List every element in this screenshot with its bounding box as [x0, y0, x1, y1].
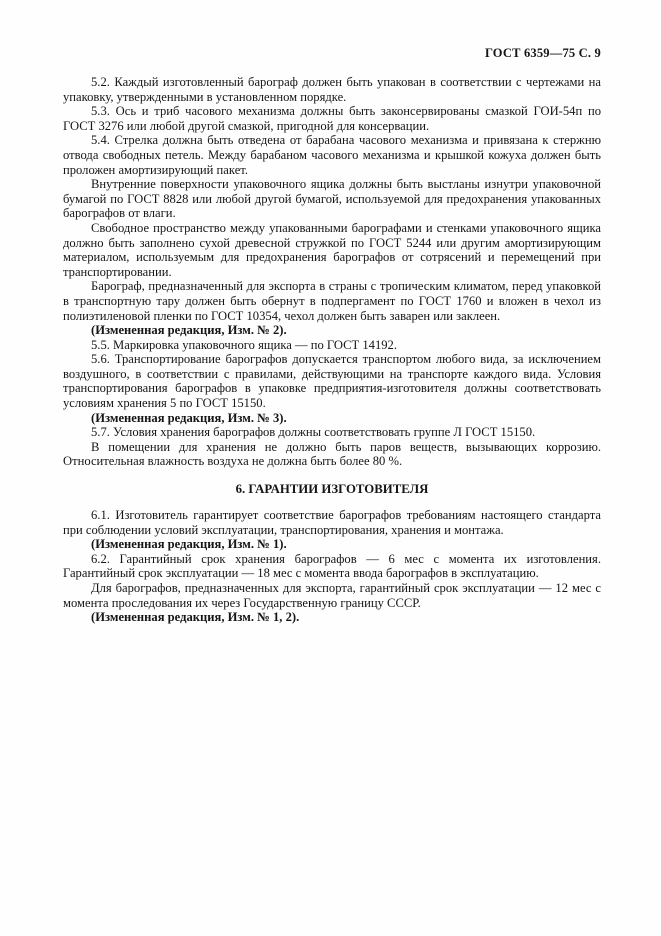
paragraph-6-1: 6.1. Изготовитель гарантирует соответствие барографов требованиям настоящего стандарта при соблюдении условий эксплуатации, транспортирования, хранения и монтажа.: [63, 508, 601, 537]
paragraph-5-6: 5.6. Транспортирование барографов допускается транспортом любого вида, за исключением воздушного, в соответствии с правилами, действующими на транспорте каждого вида. Условия транспортирования барографов в упаковке предприятия-изготовителя должны соответствовать условиям хранения 5 по ГОСТ 15150.: [63, 352, 601, 411]
paragraph-5-5: 5.5. Маркировка упаковочного ящика — по ГОСТ 14192.: [91, 337, 398, 352]
paragraph-5-3: 5.3. Ось и триб часового механизма должны быть законсервированы смазкой ГОИ-54п по ГОСТ 3276 или любой другой смазкой, пригодной для консервации.: [63, 104, 601, 133]
paragraph-export-packing: Барограф, предназначенный для экспорта в страны с тропическим климатом, перед упаковкой в транспортную тару должен быть обернут в подпергамент по ГОСТ 1760 и вложен в чехол из полиэтиленовой пленки по ГОСТ 10354, чехол должен быть заварен или заклеен.: [63, 279, 601, 323]
paragraph-5-2: 5.2. Каждый изготовленный барограф должен быть упакован в соответствии с чертежами на упаковку, утвержденными в установленном порядке.: [63, 75, 601, 104]
amendment-note-izm-3: (Измененная редакция, Изм. № 3).: [91, 410, 287, 425]
paragraph-5-7: 5.7. Условия хранения барографов должны соответствовать группе Л ГОСТ 15150.: [91, 425, 536, 440]
section-heading-guarantees: 6. ГАРАНТИИ ИЗГОТОВИТЕЛЯ: [235, 482, 429, 497]
amendment-note-izm-1: (Измененная редакция, Изм. № 1).: [91, 537, 287, 552]
amendment-note-izm-1-2: (Измененная редакция, Изм. № 1, 2).: [91, 610, 300, 625]
paragraph-6-2: 6.2. Гарантийный срок хранения барографов — 6 мес с момента их изготовления. Гарантийный срок эксплуатации — 18 мес с момента ввода барографов в эксплуатацию.: [63, 551, 601, 581]
paragraph-export-warranty: Для барографов, предназначенных для экспорта, гарантийный срок эксплуатации — 12 мес с момента проследования их через Государственную границу СССР.: [63, 581, 601, 610]
paragraph-free-space: Свободное пространство между упакованными барографами и стенками упаковочного ящика должно быть заполнено сухой древесной стружкой по ГОСТ 5244 или другим амортизирующим материалом, используемым для предохранения барографов от сотрясений и перемещений при транспортировании.: [63, 220, 601, 279]
document-body: [63, 75, 601, 625]
amendment-note-izm-2: (Измененная редакция, Изм. № 2).: [91, 323, 287, 338]
paragraph-5-4: 5.4. Стрелка должна быть отведена от барабана часового механизма и привязана к стержню отвода свободных петель. Между барабаном часового механизма и крышкой кожуха должен быть проложен амортизирующий пакет.: [63, 133, 601, 177]
paragraph-storage-room: В помещении для хранения не должно быть паров веществ, вызывающих коррозию. Относительная влажность воздуха не должна быть более 80 %.: [63, 439, 601, 469]
document-header-ref: ГОСТ 6359—75 С. 9: [484, 46, 601, 60]
paragraph-inner-surfaces: Внутренние поверхности упаковочного ящика должны быть выстланы изнутри упаковочной бумагой по ГОСТ 8828 или любой другой бумагой, используемой для предохранения упакованных барографов от влаги.: [63, 177, 601, 221]
